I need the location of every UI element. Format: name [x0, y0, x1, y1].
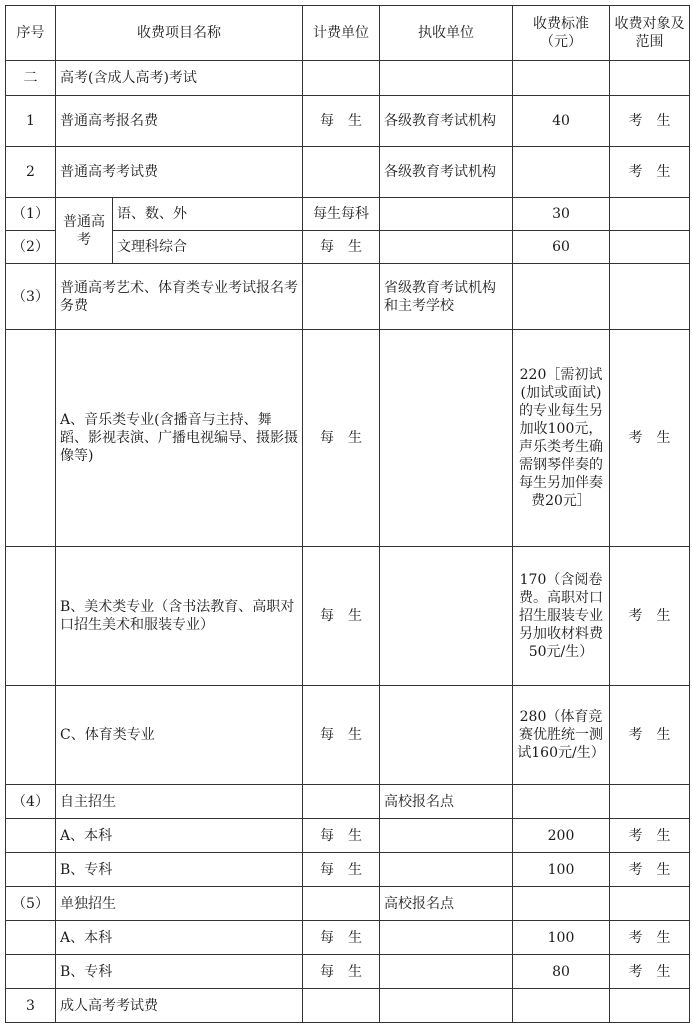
cell-scope: 考 生 [610, 921, 690, 955]
cell-scope: 考 生 [610, 819, 690, 853]
cell-unit: 每生每科 [303, 198, 380, 231]
cell-name: 语、数、外 [113, 198, 303, 231]
cell-name: A、本科 [56, 921, 303, 955]
cell-standard: 280（体育竞赛优胜统一测试160元/生） [513, 686, 610, 785]
cell-scope [610, 198, 690, 231]
header-scope: 收费对象及范围 [610, 6, 690, 61]
cell-scope [610, 231, 690, 264]
cell-seq: 2 [6, 147, 56, 198]
cell-agency [380, 853, 513, 887]
cell-standard [513, 785, 610, 819]
table-row [6, 686, 690, 785]
cell-seq: （1） [6, 198, 56, 231]
cell-standard: 100 [513, 921, 610, 955]
cell-unit [303, 61, 380, 96]
cell-standard: 30 [513, 198, 610, 231]
cell-standard [513, 887, 610, 921]
table-row [6, 921, 690, 955]
cell-seq [6, 819, 56, 853]
cell-agency: 高校报名点 [380, 887, 513, 921]
cell-scope [610, 887, 690, 921]
cell-scope [610, 989, 690, 1023]
cell-scope [610, 785, 690, 819]
table-row [6, 330, 690, 547]
cell-name: 普通高考艺术、体育类专业考试报名考务费 [56, 264, 303, 330]
cell-name: B、美术类专业（含书法教育、高职对口招生美术和服装专业） [56, 547, 303, 686]
cell-unit [303, 147, 380, 198]
cell-scope: 考 生 [610, 547, 690, 686]
cell-scope [610, 61, 690, 96]
cell-scope [610, 264, 690, 330]
cell-agency: 高校报名点 [380, 785, 513, 819]
cell-group: 普通高考 [56, 198, 113, 264]
cell-seq [6, 921, 56, 955]
cell-agency [380, 61, 513, 96]
cell-unit: 每 生 [303, 955, 380, 989]
cell-name: 高考(含成人高考)考试 [56, 61, 303, 96]
cell-agency [380, 819, 513, 853]
cell-unit: 每 生 [303, 96, 380, 147]
cell-name: A、音乐类专业(含播音与主持、舞蹈、影视表演、广播电视编导、摄影摄像等) [56, 330, 303, 547]
cell-standard: 220［需初试(加试或面试)的专业每生另加收100元，声乐类考生确需钢琴伴奏的每生另加伴奏费20元］ [513, 330, 610, 547]
cell-scope: 考 生 [610, 955, 690, 989]
cell-name: A、本科 [56, 819, 303, 853]
header-unit: 计费单位 [303, 6, 380, 61]
cell-name: 普通高考报名费 [56, 96, 303, 147]
cell-name: 普通高考考试费 [56, 147, 303, 198]
cell-unit [303, 264, 380, 330]
table-row [6, 96, 690, 147]
header-name: 收费项目名称 [56, 6, 303, 61]
table-row [6, 264, 690, 330]
cell-agency [380, 231, 513, 264]
header-seq: 序号 [6, 6, 56, 61]
table-row [6, 819, 690, 853]
cell-seq: 3 [6, 989, 56, 1023]
cell-standard: 170（含阅卷费。高职对口招生服装专业另加收材料费50元/生） [513, 547, 610, 686]
cell-agency: 省级教育考试机构和主考学校 [380, 264, 513, 330]
cell-name: B、专科 [56, 955, 303, 989]
cell-seq [6, 686, 56, 785]
table-row [6, 989, 690, 1023]
table-row [6, 198, 690, 231]
table-row [6, 853, 690, 887]
header-row [6, 6, 690, 61]
cell-scope: 考 生 [610, 96, 690, 147]
cell-unit [303, 989, 380, 1023]
cell-unit: 每 生 [303, 921, 380, 955]
cell-standard [513, 147, 610, 198]
cell-name: 成人高考考试费 [56, 989, 303, 1023]
cell-seq: 二 [6, 61, 56, 96]
cell-agency [380, 955, 513, 989]
cell-unit: 每 生 [303, 231, 380, 264]
cell-unit: 每 生 [303, 819, 380, 853]
cell-agency [380, 989, 513, 1023]
table-row [6, 147, 690, 198]
fee-table [5, 5, 690, 1023]
cell-scope: 考 生 [610, 853, 690, 887]
cell-standard [513, 989, 610, 1023]
cell-unit: 每 生 [303, 547, 380, 686]
cell-agency [380, 921, 513, 955]
cell-standard: 60 [513, 231, 610, 264]
cell-seq [6, 330, 56, 547]
cell-standard: 200 [513, 819, 610, 853]
table-row [6, 887, 690, 921]
cell-seq [6, 547, 56, 686]
cell-agency: 各级教育考试机构 [380, 147, 513, 198]
cell-seq: （2） [6, 231, 56, 264]
cell-name: 自主招生 [56, 785, 303, 819]
cell-unit: 每 生 [303, 686, 380, 785]
header-agency: 执收单位 [380, 6, 513, 61]
table-row [6, 785, 690, 819]
cell-name: 文理科综合 [113, 231, 303, 264]
cell-scope: 考 生 [610, 330, 690, 547]
cell-standard [513, 264, 610, 330]
cell-seq [6, 853, 56, 887]
cell-agency [380, 330, 513, 547]
cell-seq: （3） [6, 264, 56, 330]
cell-standard: 100 [513, 853, 610, 887]
cell-name: 单独招生 [56, 887, 303, 921]
cell-unit: 每 生 [303, 853, 380, 887]
cell-seq [6, 955, 56, 989]
cell-agency [380, 547, 513, 686]
cell-agency: 各级教育考试机构 [380, 96, 513, 147]
cell-standard: 80 [513, 955, 610, 989]
cell-agency [380, 686, 513, 785]
fee-table-container [5, 5, 690, 1023]
cell-name: C、体育类专业 [56, 686, 303, 785]
cell-unit: 每 生 [303, 330, 380, 547]
cell-standard [513, 61, 610, 96]
cell-scope: 考 生 [610, 147, 690, 198]
table-row [6, 955, 690, 989]
table-row [6, 61, 690, 96]
table-row [6, 547, 690, 686]
header-standard: 收费标准（元） [513, 6, 610, 61]
cell-scope: 考 生 [610, 686, 690, 785]
cell-agency [380, 198, 513, 231]
cell-seq: 1 [6, 96, 56, 147]
cell-seq: （5） [6, 887, 56, 921]
cell-seq: （4） [6, 785, 56, 819]
cell-name: B、专科 [56, 853, 303, 887]
cell-standard: 40 [513, 96, 610, 147]
cell-unit [303, 785, 380, 819]
cell-unit [303, 887, 380, 921]
